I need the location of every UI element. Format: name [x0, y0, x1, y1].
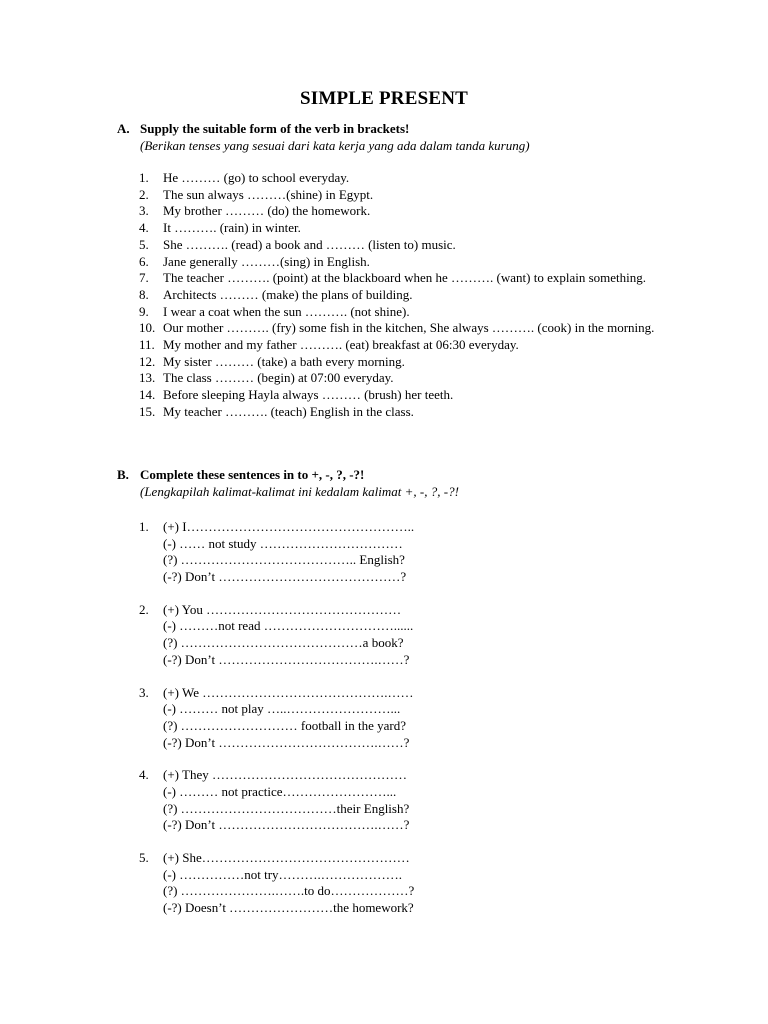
section-a-subheading: (Berikan tenses yang sesuai dari kata kerja yang ada dalam tanda kurung)	[140, 138, 530, 153]
item-text: It ………. (rain) in winter.	[163, 220, 301, 236]
list-item	[139, 270, 659, 287]
group-number: 4.	[139, 767, 149, 783]
item-number: 15.	[139, 403, 156, 419]
item-number: 8.	[139, 286, 149, 302]
exercise-group	[139, 602, 659, 669]
item-text: Jane generally ………(sing) in English.	[163, 253, 370, 269]
item-number: 2.	[139, 186, 149, 202]
item-text: She ………. (read) a book and ……… (listen to) music.	[163, 236, 456, 252]
group-number: 1.	[139, 519, 149, 534]
positive-line: (+) We …………………………………….……	[163, 684, 414, 700]
positive-line: (+) She…………………………………………	[163, 850, 410, 865]
section-b-heading: Complete these sentences in to +, -, ?, -?!	[140, 467, 365, 482]
item-text: He ……… (go) to school everyday.	[163, 170, 350, 185]
negative-question-line: (-?) Doesn’t ……………………the homework?	[163, 900, 414, 916]
item-number: 1.	[139, 170, 149, 185]
exercise-group	[139, 767, 659, 834]
group-number: 3.	[139, 684, 149, 700]
list-item	[139, 337, 659, 354]
item-number: 10.	[139, 320, 156, 336]
positive-line: (+) You ………………………………………	[163, 601, 402, 617]
negative-question-line: (-?) Don’t ……………………………….……?	[163, 734, 410, 750]
item-number: 12.	[139, 353, 156, 369]
item-text: Our mother ………. (fry) some fish in the kitchen, She always ………. (cook) in the morning.	[163, 320, 655, 336]
list-item	[139, 354, 659, 371]
list-item	[139, 287, 659, 304]
item-text: Before sleeping Hayla always ……… (brush) her teeth.	[163, 387, 454, 403]
item-text: My mother and my father ………. (eat) breakfast at 06:30 everyday.	[163, 337, 519, 353]
section-a-heading: Supply the suitable form of the verb in brackets!	[140, 121, 410, 136]
item-number: 6.	[139, 253, 149, 269]
item-text: I wear a coat when the sun ………. (not shine).	[163, 303, 410, 319]
negative-line: (-) ……… not play …..……………………...	[163, 701, 401, 717]
section-b-subheading: (Lengkapilah kalimat-kalimat ini kedalam kalimat +, -, ?, -?!	[140, 484, 459, 499]
list-item	[139, 320, 659, 337]
exercise-group	[139, 685, 659, 752]
question-line: (?) ………………………………their English?	[163, 800, 410, 816]
section-a-list	[139, 170, 659, 421]
item-number: 4.	[139, 220, 149, 236]
item-text: The class ……… (begin) at 07:00 everyday.	[163, 370, 394, 386]
negative-line: (-) ………not read …………………………......	[163, 618, 414, 634]
list-item	[139, 220, 659, 237]
item-number: 7.	[139, 270, 149, 286]
item-number: 11.	[139, 337, 155, 353]
group-number: 2.	[139, 601, 149, 617]
item-text: The teacher ………. (point) at the blackboard when he ………. (want) to explain something.	[163, 270, 647, 286]
negative-line: (-) …… not study ……………………………	[163, 535, 403, 551]
list-item	[139, 304, 659, 321]
item-text: The sun always ………(shine) in Egypt.	[163, 186, 374, 202]
list-item	[139, 237, 659, 254]
item-number: 5.	[139, 236, 149, 252]
section-a-letter: A.	[117, 121, 130, 136]
item-number: 9.	[139, 303, 149, 319]
item-number: 3.	[139, 203, 149, 219]
section-a-header	[117, 121, 677, 155]
positive-line: (+) I……………………………………………..	[163, 519, 415, 534]
item-text: My teacher ………. (teach) English in the class.	[163, 403, 414, 419]
question-line: (?) ……………………… football in the yard?	[163, 717, 406, 733]
negative-question-line: (-?) Don’t ……………………………………?	[163, 569, 407, 585]
item-number: 14.	[139, 387, 156, 403]
negative-line: (-) ……… not practice……………………...	[163, 783, 397, 799]
exercise-group	[139, 850, 659, 917]
negative-line: (-) ……………not try……….……………….	[163, 866, 403, 882]
item-text: Architects ……… (make) the plans of building.	[163, 286, 413, 302]
section-b-list	[139, 519, 659, 933]
question-line: (?) ………………….…….to do………………?	[163, 883, 415, 899]
positive-line: (+) They ………………………………………	[163, 767, 407, 783]
question-line: (?) ……………………………………a book?	[163, 635, 404, 651]
exercise-group	[139, 519, 659, 586]
section-b-letter: B.	[117, 467, 129, 482]
section-b-header	[117, 467, 677, 501]
item-text: My brother ……… (do) the homework.	[163, 203, 371, 219]
list-item	[139, 170, 659, 187]
negative-question-line: (-?) Don’t ……………………………….……?	[163, 651, 410, 667]
list-item	[139, 387, 659, 404]
list-item	[139, 187, 659, 204]
page-title: SIMPLE PRESENT	[299, 88, 469, 109]
item-text: My sister ……… (take) a bath every morning.	[163, 353, 405, 369]
item-number: 13.	[139, 370, 156, 386]
group-number: 5.	[139, 850, 149, 865]
list-item	[139, 404, 659, 421]
list-item	[139, 370, 659, 387]
negative-question-line: (-?) Don’t ……………………………….……?	[163, 817, 410, 833]
list-item	[139, 203, 659, 220]
question-line: (?) ………………………………….. English?	[163, 552, 405, 568]
list-item	[139, 254, 659, 271]
